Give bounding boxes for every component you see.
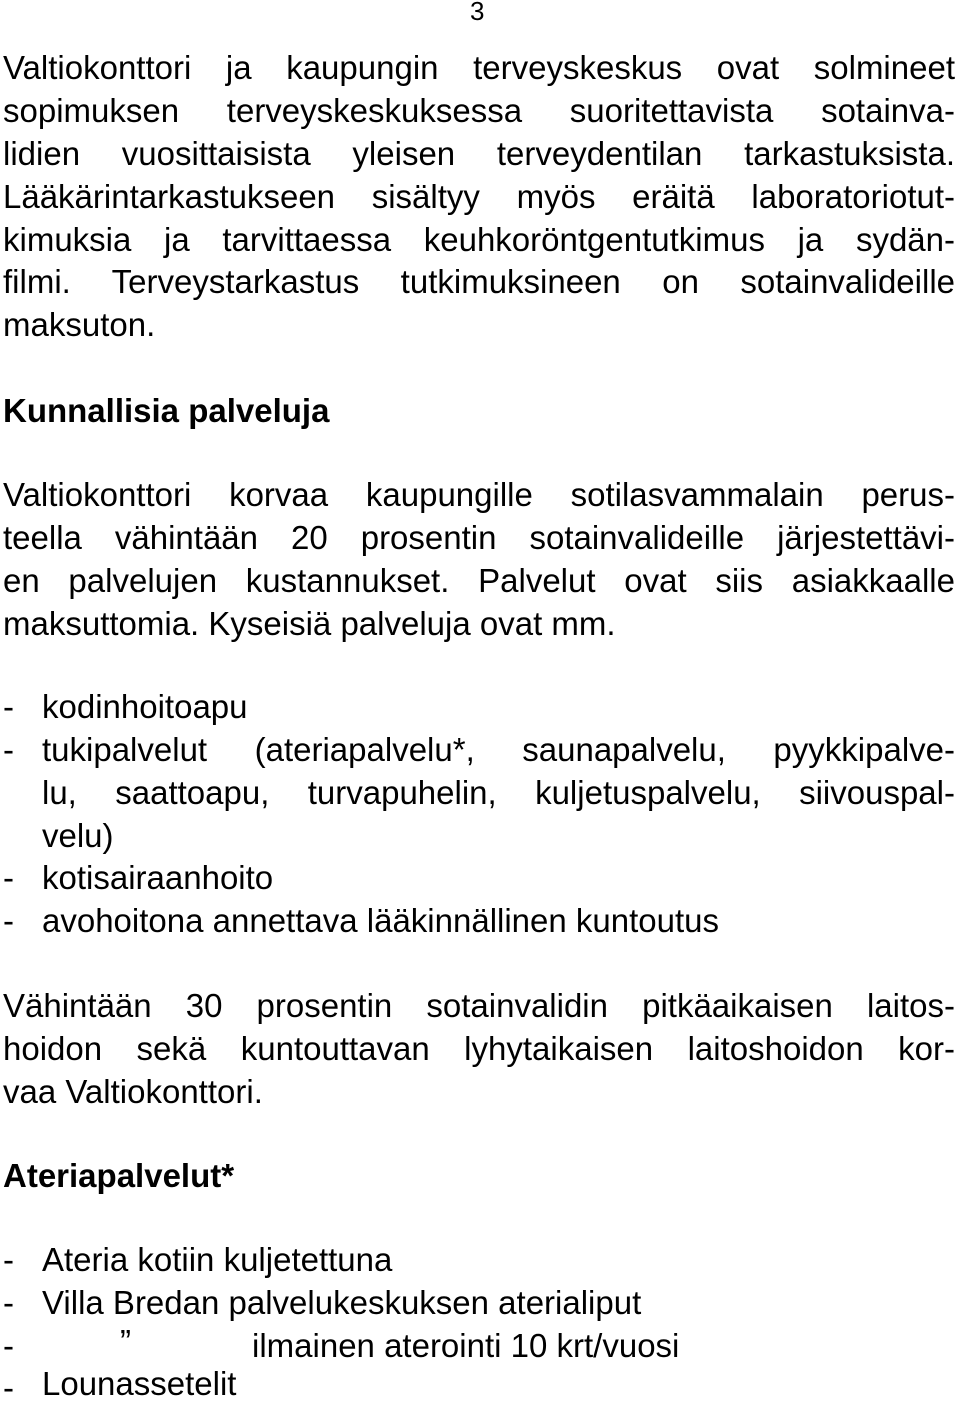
- list-dash: -: [3, 1327, 14, 1364]
- ditto-mark: ”: [120, 1323, 131, 1360]
- page-number: 3: [470, 0, 485, 26]
- list-item: Villa Bredan palvelukeskuksen aterialiput: [42, 1284, 642, 1321]
- paragraph-line: sopimuksen terveyskeskuksessa suoritettavista sotainva-: [3, 92, 955, 129]
- paragraph-line: Valtiokonttori ja kaupungin terveyskeskus ovat solmineet: [3, 49, 955, 86]
- list-dash: -: [3, 688, 14, 725]
- list-item: kotisairaanhoito: [42, 859, 274, 896]
- paragraph-line: hoidon sekä kuntouttavan lyhytaikaisen laitoshoidon kor-: [3, 1030, 955, 1067]
- list-item-continuation: lu, saattoapu, turvapuhelin, kuljetuspalvelu, siivouspal-: [42, 774, 955, 811]
- paragraph-line: maksuton.: [3, 306, 156, 343]
- section-heading-municipal-services: Kunnallisia palveluja: [3, 392, 330, 429]
- paragraph-line: Vähintään 30 prosentin sotainvalidin pitkäaikaisen laitos-: [3, 987, 955, 1024]
- list-item: Ateria kotiin kuljetettuna: [42, 1241, 393, 1278]
- list-item: avohoitona annettava lääkinnällinen kuntoutus: [42, 902, 720, 939]
- list-item: Lounassetelit: [42, 1365, 237, 1402]
- list-item-continuation: velu): [42, 817, 114, 854]
- list-item: kodinhoitoapu: [42, 688, 248, 725]
- list-dash: -: [3, 731, 14, 768]
- paragraph-line: Valtiokonttori korvaa kaupungille sotilasvammalain perus-: [3, 476, 955, 513]
- list-item: ilmainen aterointi 10 krt/vuosi: [252, 1327, 680, 1364]
- list-dash: -: [3, 1241, 14, 1278]
- paragraph-line: kimuksia ja tarvittaessa keuhkoröntgentutkimus ja sydän-: [3, 221, 955, 258]
- list-dash: -: [3, 902, 14, 939]
- list-dash: -: [3, 859, 14, 896]
- paragraph-line: teella vähintään 20 prosentin sotainvalideille järjestettävi-: [3, 519, 955, 556]
- paragraph-line: vaa Valtiokonttori.: [3, 1073, 263, 1110]
- list-item: tukipalvelut (ateriapalvelu*, saunapalvelu, pyykkipalve-: [42, 731, 955, 768]
- section-heading-meal-services: Ateriapalvelut*: [3, 1157, 235, 1194]
- paragraph-line: Lääkärintarkastukseen sisältyy myös eräitä laboratoriotut-: [3, 178, 955, 215]
- paragraph-line: lidien vuosittaisista yleisen terveydentilan tarkastuksista.: [3, 135, 955, 172]
- list-dash: -: [3, 1284, 14, 1321]
- paragraph-line: maksuttomia. Kyseisiä palveluja ovat mm.: [3, 605, 616, 642]
- list-dash: -: [3, 1369, 14, 1406]
- paragraph-line: filmi. Terveystarkastus tutkimuksineen on sotainvalideille: [3, 263, 955, 300]
- paragraph-line: en palvelujen kustannukset. Palvelut ovat siis asiakkaalle: [3, 562, 955, 599]
